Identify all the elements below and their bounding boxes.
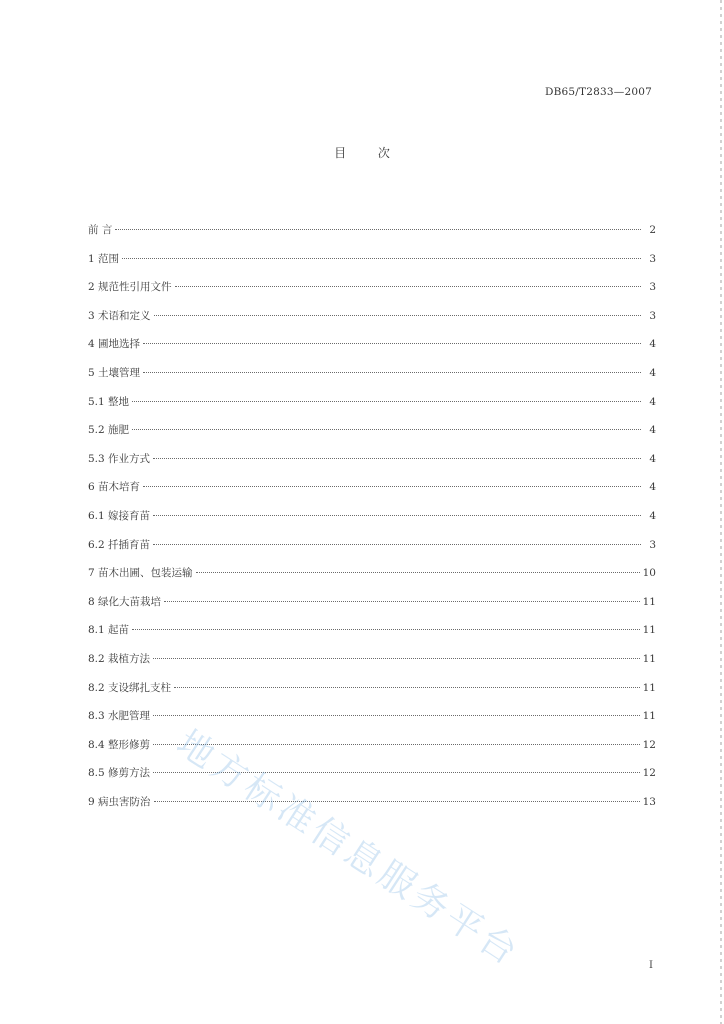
toc-entry-label: 5.1 整地 <box>88 395 130 408</box>
toc-entry-page: 11 <box>642 595 656 608</box>
toc-entry <box>88 308 656 337</box>
toc-leader-dots <box>132 401 641 402</box>
toc-entry <box>88 594 656 623</box>
toc-entry-label: 8.3 水肥管理 <box>88 710 151 723</box>
toc-leader-dots <box>153 658 640 659</box>
toc-entry-page: 12 <box>642 767 656 780</box>
toc-entry <box>88 479 656 508</box>
toc-leader-dots <box>175 286 641 287</box>
toc-entry-page: 4 <box>649 481 656 494</box>
toc-entry <box>88 794 656 823</box>
toc-entry-page: 10 <box>642 567 656 580</box>
toc-leader-dots <box>153 515 641 516</box>
toc-leader-dots <box>122 258 641 259</box>
toc-entry-page: 13 <box>642 795 656 808</box>
table-of-contents <box>88 222 656 822</box>
toc-entry-label: 6.1 嫁接育苗 <box>88 509 151 522</box>
toc-leader-dots <box>174 687 640 688</box>
toc-entry-page: 3 <box>649 281 656 294</box>
toc-entry-page: 4 <box>649 395 656 408</box>
toc-leader-dots <box>153 544 641 545</box>
watermark: 地方标准信息服务平台 <box>169 722 528 975</box>
toc-entry <box>88 508 656 537</box>
toc-entry-label: 8.2 栽植方法 <box>88 652 151 665</box>
toc-entry <box>88 365 656 394</box>
toc-entry-label: 3 术语和定义 <box>88 309 151 322</box>
toc-entry-label: 5 土壤管理 <box>88 366 141 379</box>
toc-entry <box>88 737 656 766</box>
toc-entry <box>88 765 656 794</box>
toc-entry-page: 11 <box>642 652 656 665</box>
toc-leader-dots <box>143 486 641 487</box>
toc-entry-label: 8.5 修剪方法 <box>88 767 151 780</box>
page-number: I <box>649 960 653 971</box>
toc-leader-dots <box>153 744 640 745</box>
toc-entry <box>88 336 656 365</box>
toc-entry-label: 9 病虫害防治 <box>88 795 151 808</box>
toc-leader-dots <box>164 601 640 602</box>
toc-leader-dots <box>196 572 640 573</box>
toc-leader-dots <box>153 772 640 773</box>
toc-entry-page: 11 <box>642 710 656 723</box>
toc-leader-dots <box>153 458 641 459</box>
toc-entry <box>88 222 656 251</box>
toc-leader-dots <box>115 229 641 230</box>
toc-leader-dots <box>132 629 640 630</box>
toc-entry-page: 3 <box>649 538 656 551</box>
toc-entry-label: 4 圃地选择 <box>88 338 141 351</box>
toc-entry-label: 前 言 <box>88 224 113 236</box>
toc-entry-page: 4 <box>649 366 656 379</box>
toc-leader-dots <box>132 429 641 430</box>
toc-entry-page: 4 <box>649 452 656 465</box>
toc-entry-label: 8.2 支设绑扎支柱 <box>88 681 172 694</box>
toc-entry-page: 11 <box>642 624 656 637</box>
toc-entry-label: 7 苗木出圃、包装运输 <box>88 567 193 580</box>
toc-entry <box>88 651 656 680</box>
toc-entry <box>88 680 656 709</box>
toc-entry <box>88 622 656 651</box>
toc-leader-dots <box>154 315 641 316</box>
toc-entry-label: 6.2 扦插育苗 <box>88 538 151 551</box>
toc-entry-label: 5.3 作业方式 <box>88 452 151 465</box>
toc-entry-page: 4 <box>649 424 656 437</box>
toc-entry <box>88 708 656 737</box>
toc-entry-page: 11 <box>642 681 656 694</box>
toc-entry <box>88 422 656 451</box>
toc-entry-page: 4 <box>649 338 656 351</box>
toc-entry-label: 1 范围 <box>88 252 120 265</box>
toc-entry-label: 8.1 起苗 <box>88 624 130 637</box>
toc-entry-label: 8 绿化大苗栽培 <box>88 595 162 608</box>
toc-title: 目 次 <box>334 146 404 160</box>
toc-entry-label: 5.2 施肥 <box>88 424 130 437</box>
toc-leader-dots <box>143 372 641 373</box>
toc-entry-label: 6 苗木培育 <box>88 481 141 494</box>
toc-entry <box>88 565 656 594</box>
toc-entry-label: 2 规范性引用文件 <box>88 281 172 294</box>
toc-entry <box>88 451 656 480</box>
toc-entry <box>88 394 656 423</box>
toc-entry <box>88 537 656 566</box>
document-code: DB65/T2833—2007 <box>545 86 652 98</box>
toc-entry <box>88 251 656 280</box>
toc-entry-page: 2 <box>649 224 656 236</box>
toc-leader-dots <box>154 801 640 802</box>
toc-entry-page: 3 <box>649 252 656 265</box>
toc-entry <box>88 279 656 308</box>
toc-entry-label: 8.4 整形修剪 <box>88 738 151 751</box>
toc-entry-page: 4 <box>649 509 656 522</box>
toc-entry-page: 3 <box>649 309 656 322</box>
toc-leader-dots <box>143 343 641 344</box>
toc-entry-page: 12 <box>642 738 656 751</box>
toc-leader-dots <box>153 715 640 716</box>
